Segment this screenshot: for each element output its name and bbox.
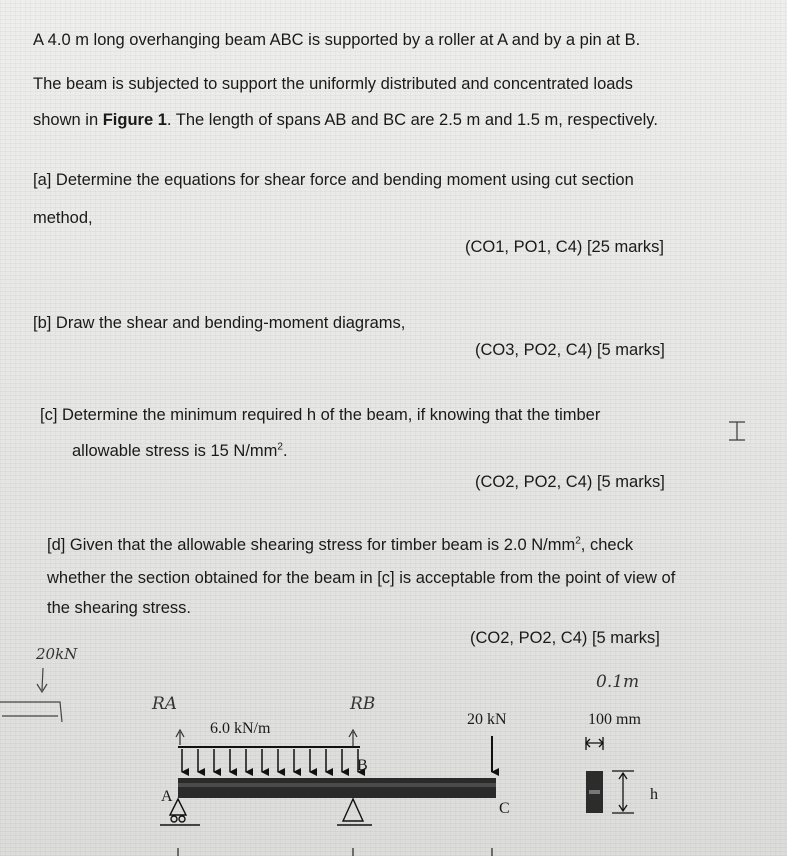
intro-line-2: The beam is subjected to support the uniformly distributed and concentrated loads — [33, 75, 633, 93]
point-load-label: 20 kN — [467, 711, 507, 728]
handwritten-load-note: 20kN — [36, 645, 78, 663]
handwritten-ra: RA — [152, 694, 178, 714]
point-a-label: A — [161, 788, 173, 805]
part-d-line-1: [d] Given that the allowable shearing stress for timber beam is 2.0 $N/mm^2$, check — [47, 535, 634, 554]
section-width-label: 100 mm — [588, 711, 641, 728]
udl-arrows — [182, 749, 358, 772]
figure-reference: Figure 1 — [102, 111, 167, 129]
reaction-arrows — [176, 730, 357, 746]
height-dimension — [612, 771, 634, 813]
handwritten-width-note: 0.1m — [596, 672, 640, 692]
dimension-marks — [178, 848, 492, 856]
beam — [178, 778, 496, 798]
point-c-label: C — [499, 800, 510, 817]
part-d-line-2: whether the section obtained for the beam in [c] is acceptable from the point of view of — [47, 569, 676, 587]
part-c-line-2: allowable stress is 15 $N/mm^2$. — [72, 441, 288, 460]
section-height-label: h — [650, 786, 658, 803]
intro-line-1: A 4.0 m long overhanging beam ABC is supported by a roller at A and by a pin at B. — [33, 31, 641, 49]
part-d-line-3: the shearing stress. — [47, 599, 191, 617]
roller-support-a — [160, 799, 200, 825]
pin-support-b — [337, 799, 372, 825]
part-b-marks: (CO3, PO2, C4) [5 marks] — [475, 341, 665, 359]
part-a-marks: (CO1, PO1, C4) [25 marks] — [465, 238, 664, 256]
part-a-line-1: [a] Determine the equations for shear force and bending moment using cut section — [33, 171, 634, 189]
intro-line-3: shown in Figure 1. The length of spans AB and BC are 2.5 m and 1.5 m, respectively. — [33, 111, 658, 129]
part-c-line-1: [c] Determine the minimum required h of the beam, if knowing that the timber — [40, 406, 601, 424]
udl-label: 6.0 kN/m — [210, 720, 271, 737]
part-b-line-1: [b] Draw the shear and bending-moment diagrams, — [33, 314, 406, 332]
point-b-label: B — [357, 757, 368, 774]
handwritten-rb: RB — [350, 694, 376, 714]
handwritten-sketch — [0, 668, 62, 722]
part-c-marks: (CO2, PO2, C4) [5 marks] — [475, 473, 665, 491]
part-a-line-2: method, — [33, 209, 93, 227]
cross-section — [586, 737, 603, 750]
part-d-marks: (CO2, PO2, C4) [5 marks] — [470, 629, 660, 647]
